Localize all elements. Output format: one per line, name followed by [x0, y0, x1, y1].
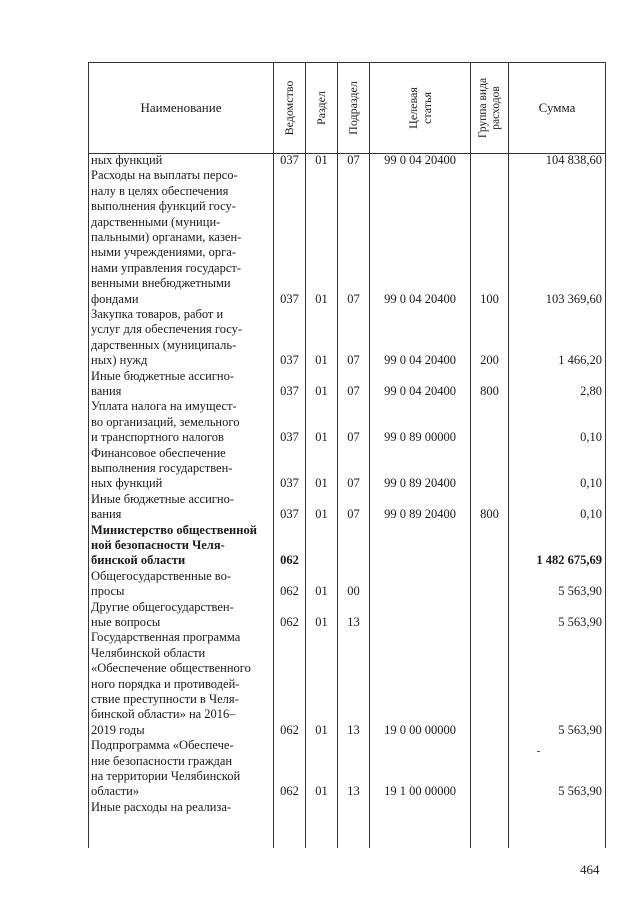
row-name-line: «Обеспечение общественного — [91, 661, 251, 676]
row-name-line: Челябинской области — [91, 645, 206, 660]
cell-amount: 0,10 — [580, 430, 602, 445]
row-name — [91, 738, 265, 800]
cell-subsection: 07 — [347, 153, 360, 167]
cell-target-article: 99 0 04 20400 — [384, 291, 456, 306]
row-name-line: Иные бюджетные ассигно- — [91, 491, 235, 506]
row-name — [91, 800, 265, 815]
row-name-line: ние безопасности граждан — [91, 753, 233, 768]
cell-department: 037 — [280, 153, 299, 167]
row-name-line: услуг для обеспечения госу- — [91, 322, 243, 337]
table-border-right — [605, 62, 606, 848]
row-name-line: Закупка товаров, работ и — [91, 307, 224, 321]
cell-amount: 5 563,90 — [558, 615, 602, 629]
row-name-line: на территории Челябинской — [91, 768, 241, 783]
cell-department: 037 — [280, 476, 299, 491]
cell-department: 062 — [280, 722, 299, 737]
row-name — [91, 523, 265, 569]
scan-speck — [537, 751, 540, 752]
cell-subsection: 07 — [347, 430, 360, 445]
cell-target-article: 99 0 04 20400 — [384, 384, 456, 398]
row-name-line: дарственных (муниципаль- — [91, 337, 237, 352]
header-department: Ведомство — [282, 80, 296, 136]
cell-subsection: 07 — [347, 384, 360, 398]
row-name-line: области» — [91, 784, 140, 799]
row-name-line: бинской области — [91, 553, 186, 568]
row-name-line: Расходы на выплаты персо- — [91, 168, 238, 183]
header-expense-group-2: расходов — [490, 86, 502, 130]
header-subsection: Подраздел — [346, 81, 360, 135]
cell-subsection: 07 — [347, 353, 360, 368]
cell-subsection: 07 — [347, 291, 360, 306]
cell-department: 037 — [280, 384, 299, 398]
cell-expense-group: 800 — [480, 507, 499, 522]
row-name-line: Финансовое обеспечение — [91, 445, 226, 460]
cell-target-article: 99 0 89 20400 — [384, 507, 456, 522]
row-name-line: Министерство общественной — [91, 522, 257, 537]
cell-amount: 0,10 — [580, 476, 602, 491]
cell-amount: 104 838,60 — [545, 153, 602, 167]
cell-section: 01 — [315, 584, 328, 599]
row-name — [91, 168, 265, 307]
cell-subsection: 07 — [347, 476, 360, 491]
header-name: Наименование — [140, 100, 222, 115]
row-name-line: и транспортного налогов — [91, 430, 224, 445]
row-name-line: во организаций, земельного — [91, 414, 240, 429]
cell-section: 01 — [315, 384, 328, 398]
cell-amount: 1 466,20 — [558, 353, 602, 368]
row-name-line: 2019 годы — [91, 722, 145, 737]
row-name-line: вания — [91, 383, 122, 398]
row-name — [91, 369, 265, 400]
cell-target-article: 99 0 89 00000 — [384, 430, 456, 445]
cell-section: 01 — [315, 291, 328, 306]
table-border-left — [88, 62, 89, 848]
row-name — [91, 630, 265, 738]
cell-section: 01 — [315, 476, 328, 491]
row-name-line: Государственная программа — [91, 630, 241, 645]
cell-amount: 0,10 — [580, 507, 602, 522]
cell-target-article: 99 0 04 20400 — [384, 153, 456, 167]
row-name-line: Уплата налога на имущест- — [91, 399, 237, 414]
header-section: Раздел — [314, 91, 328, 125]
row-name-line: ные вопросы — [91, 614, 161, 629]
cell-amount: 5 563,90 — [558, 784, 602, 799]
cell-department: 037 — [280, 353, 299, 368]
row-name-line: ных функций — [91, 476, 163, 491]
cell-target-article: 99 0 89 20400 — [384, 476, 456, 491]
header-target-article-1: Целевая — [406, 87, 420, 129]
row-name-line: венными внебюджетными — [91, 276, 231, 291]
row-name-line: пальными) органами, казен- — [91, 229, 242, 244]
row-name-line: бинской области» на 2016– — [91, 707, 236, 722]
cell-subsection: 00 — [347, 584, 360, 599]
cell-department: 062 — [280, 615, 299, 629]
row-name-line: Подпрограмма «Обеспече- — [91, 738, 234, 753]
cell-department: 037 — [280, 507, 299, 522]
cell-expense-group: 100 — [480, 291, 499, 306]
row-name-line: ной безопасности Челя- — [91, 537, 225, 552]
row-name-line: выполнения функций госу- — [91, 199, 236, 214]
cell-amount: 103 369,60 — [545, 291, 602, 306]
row-name-line: нами управления государст- — [91, 260, 242, 275]
cell-section: 01 — [315, 153, 328, 167]
row-name — [91, 492, 265, 523]
cell-subsection: 07 — [347, 507, 360, 522]
cell-section: 01 — [315, 784, 328, 799]
row-name-line: Другие общегосударствен- — [91, 599, 234, 614]
cell-target-article: 99 0 04 20400 — [384, 353, 456, 368]
row-name — [91, 446, 265, 492]
cell-subsection: 13 — [347, 784, 360, 799]
header-target-article-2: статья — [420, 92, 434, 124]
row-name-line: Иные бюджетные ассигно- — [91, 368, 235, 383]
header-expense-group-1: Группа вида — [477, 77, 489, 139]
cell-department: 037 — [280, 291, 299, 306]
cell-department: 062 — [280, 784, 299, 799]
cell-target-article: 19 0 00 00000 — [384, 722, 456, 737]
cell-department: 062 — [280, 584, 299, 599]
cell-section: 01 — [315, 353, 328, 368]
column-divider-target — [470, 62, 471, 848]
cell-department: 037 — [280, 430, 299, 445]
cell-target-article: 19 1 00 00000 — [384, 784, 456, 799]
cell-subsection: 13 — [347, 615, 360, 629]
row-name-line: выполнения государствен- — [91, 460, 233, 475]
row-name-line: вания — [91, 507, 122, 522]
cell-section: 01 — [315, 507, 328, 522]
row-name-line: дарственными (муници- — [91, 214, 221, 229]
cell-amount: 5 563,90 — [558, 722, 602, 737]
cell-expense-group: 200 — [480, 353, 499, 368]
cell-section: 01 — [315, 430, 328, 445]
cell-section: 01 — [315, 722, 328, 737]
column-divider-subsection — [369, 62, 370, 848]
row-name-line: ного порядка и противодей- — [91, 676, 240, 691]
cell-amount: 2,80 — [580, 384, 602, 398]
header-amount: Сумма — [538, 100, 576, 115]
cell-department: 062 — [280, 553, 299, 568]
row-name-line: ных) нужд — [91, 353, 148, 368]
cell-subsection: 13 — [347, 722, 360, 737]
row-name-line: налу в целях обеспечения — [91, 183, 229, 198]
row-name — [91, 600, 265, 631]
row-name — [91, 153, 265, 168]
row-name-line: фондами — [91, 291, 139, 306]
row-name — [91, 307, 265, 369]
row-name — [91, 399, 265, 445]
page-number: 464 — [580, 862, 600, 877]
cell-expense-group: 800 — [480, 384, 499, 398]
row-name-line: Общегосударственные во- — [91, 568, 232, 583]
cell-amount: 1 482 675,69 — [536, 553, 602, 568]
row-name-line: просы — [91, 584, 125, 599]
row-name — [91, 569, 265, 600]
row-name-line: ных функций — [91, 153, 163, 167]
row-name-line: ствие преступности в Челя- — [91, 691, 239, 706]
row-name-line: ными учреждениями, орга- — [91, 245, 237, 260]
row-name-line: Иные расходы на реализа- — [91, 799, 232, 814]
cell-amount: 5 563,90 — [558, 584, 602, 599]
cell-section: 01 — [315, 615, 328, 629]
